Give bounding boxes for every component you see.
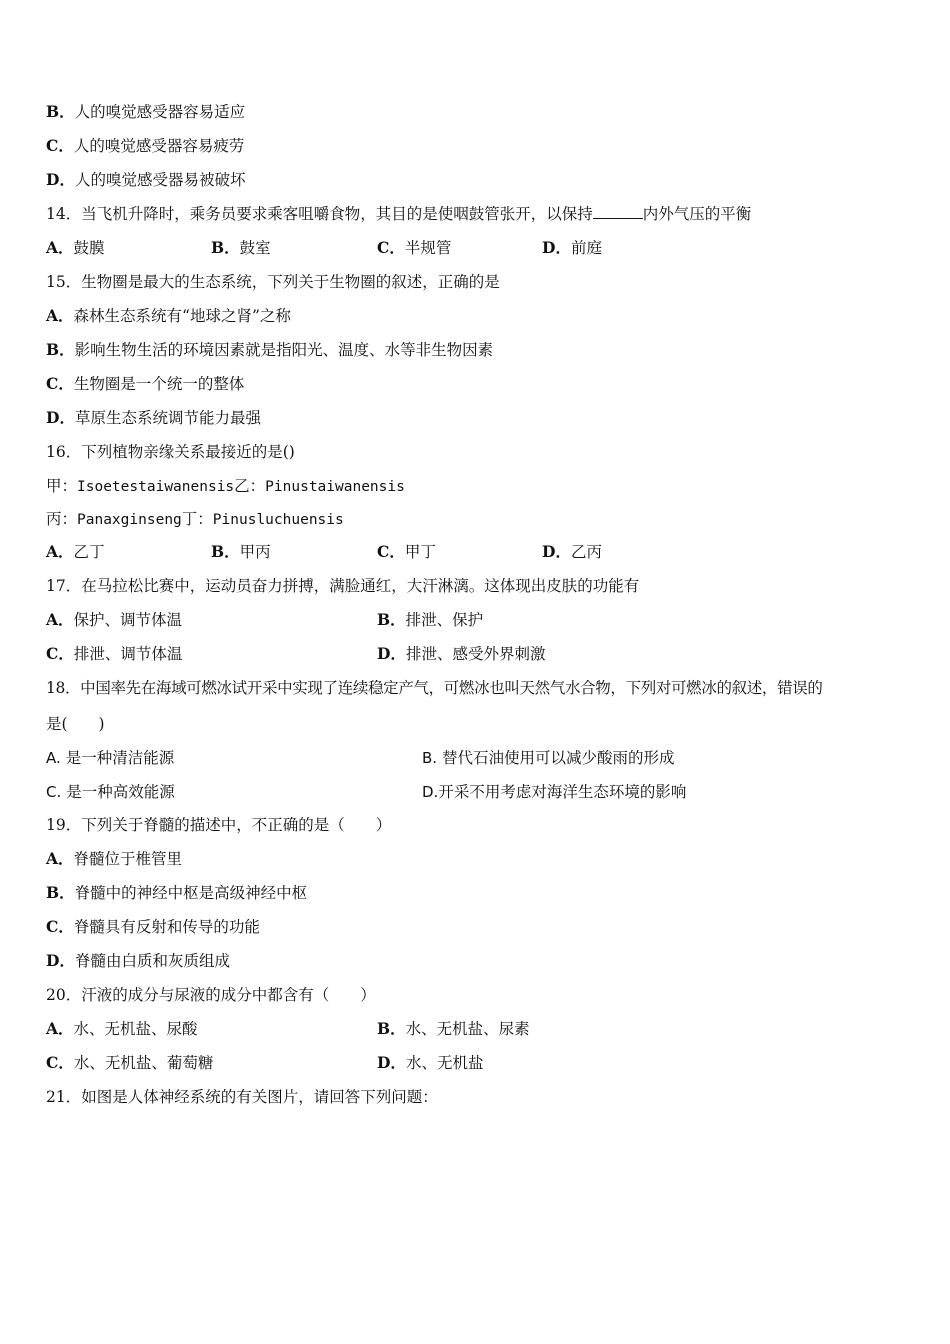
q21-stem: 21．如图是人体神经系统的有关图片，请回答下列问题： — [46, 1088, 438, 1106]
q17-option-d: D．排泄、感受外界刺激 — [377, 644, 546, 663]
q20-option-a: A．水、无机盐、尿酸 — [46, 1019, 198, 1038]
q16-option-b: B．甲丙 — [211, 542, 271, 561]
q16-species-line-2: 丙：Panaxginseng丁：Pinusluchuensis — [46, 510, 344, 528]
q18-stem-line-1: 18．中国率先在海域可燃冰试开采中实现了连续稳定产气，可燃冰也叫天然气水合物，下列对可燃冰的叙述，错误的 — [46, 679, 823, 697]
q17-option-a: A．保护、调节体温 — [46, 610, 183, 629]
q17-options-row-2 — [46, 644, 746, 664]
q17-options-row-1 — [46, 610, 746, 630]
q15-stem: 15．生物圈是最大的生态系统，下列关于生物圈的叙述，正确的是 — [46, 273, 500, 291]
q20-option-b: B．水、无机盐、尿素 — [377, 1019, 530, 1038]
q18-option-b: B. 替代石油使用可以减少酸雨的形成 — [422, 749, 675, 767]
q14-option-b: B．鼓室 — [211, 238, 271, 257]
q15-option-c: C．生物圈是一个统一的整体 — [46, 374, 245, 393]
q16-option-c: C．甲丁 — [377, 542, 436, 561]
q15-option-a: A．森林生态系统有“地球之肾”之称 — [46, 306, 291, 325]
q14-option-c: C．半规管 — [377, 238, 452, 257]
q19-option-c: C．脊髓具有反射和传导的功能 — [46, 917, 260, 936]
q20-options-row-1 — [46, 1019, 746, 1039]
q17-option-c: C．排泄、调节体温 — [46, 644, 183, 663]
q18-option-d: D.开采不用考虑对海洋生态环境的影响 — [422, 783, 687, 801]
q15-option-d: D．草原生态系统调节能力最强 — [46, 408, 261, 427]
q13-option-d: D．人的嗅觉感受器易被破坏 — [46, 170, 246, 189]
q14-option-d: D．前庭 — [542, 238, 602, 257]
q14-stem: 14．当飞机升降时，乘务员要求乘客咀嚼食物，其目的是使咽鼓管张开，以保持 内外气压的平衡 — [46, 205, 752, 223]
q18-option-a: A. 是一种清洁能源 — [46, 749, 175, 767]
q20-option-c: C．水、无机盐、葡萄糖 — [46, 1053, 214, 1072]
q19-option-a: A．脊髓位于椎管里 — [46, 849, 183, 868]
q13-option-b: B．人的嗅觉感受器容易适应 — [46, 102, 246, 121]
q16-option-d: D．乙丙 — [542, 542, 602, 561]
q16-stem: 16．下列植物亲缘关系最接近的是() — [46, 443, 295, 461]
q17-option-b: B．排泄、保护 — [377, 610, 484, 629]
q16-options — [46, 542, 646, 562]
q19-option-d: D．脊髓由白质和灰质组成 — [46, 951, 230, 970]
q20-options-row-2 — [46, 1053, 746, 1073]
q16-option-a: A．乙丁 — [46, 542, 105, 561]
q14-option-a: A．鼓膜 — [46, 238, 105, 257]
q16-species-line-1: 甲：Isoetestaiwanensis乙：Pinustaiwanensis — [46, 477, 405, 495]
q18-options-row-2 — [46, 782, 906, 802]
q15-option-b: B．影响生物生活的环境因素就是指阳光、温度、水等非生物因素 — [46, 340, 494, 359]
q17-stem: 17．在马拉松比赛中，运动员奋力拼搏，满脸通红，大汗淋漓。这体现出皮肤的功能有 — [46, 577, 640, 595]
q13-option-c: C．人的嗅觉感受器容易疲劳 — [46, 136, 245, 155]
answer-blank — [593, 204, 643, 219]
q19-option-b: B．脊髓中的神经中枢是高级神经中枢 — [46, 883, 308, 902]
q20-option-d: D．水、无机盐 — [377, 1053, 484, 1072]
q18-stem-line-2: 是( ) — [46, 715, 105, 733]
q18-option-c: C. 是一种高效能源 — [46, 783, 175, 801]
q20-stem: 20．汗液的成分与尿液的成分中都含有（ ） — [46, 986, 376, 1004]
q18-options-row-1 — [46, 748, 906, 768]
q19-stem: 19．下列关于脊髓的描述中，不正确的是（ ） — [46, 816, 392, 834]
q14-options — [46, 238, 646, 258]
